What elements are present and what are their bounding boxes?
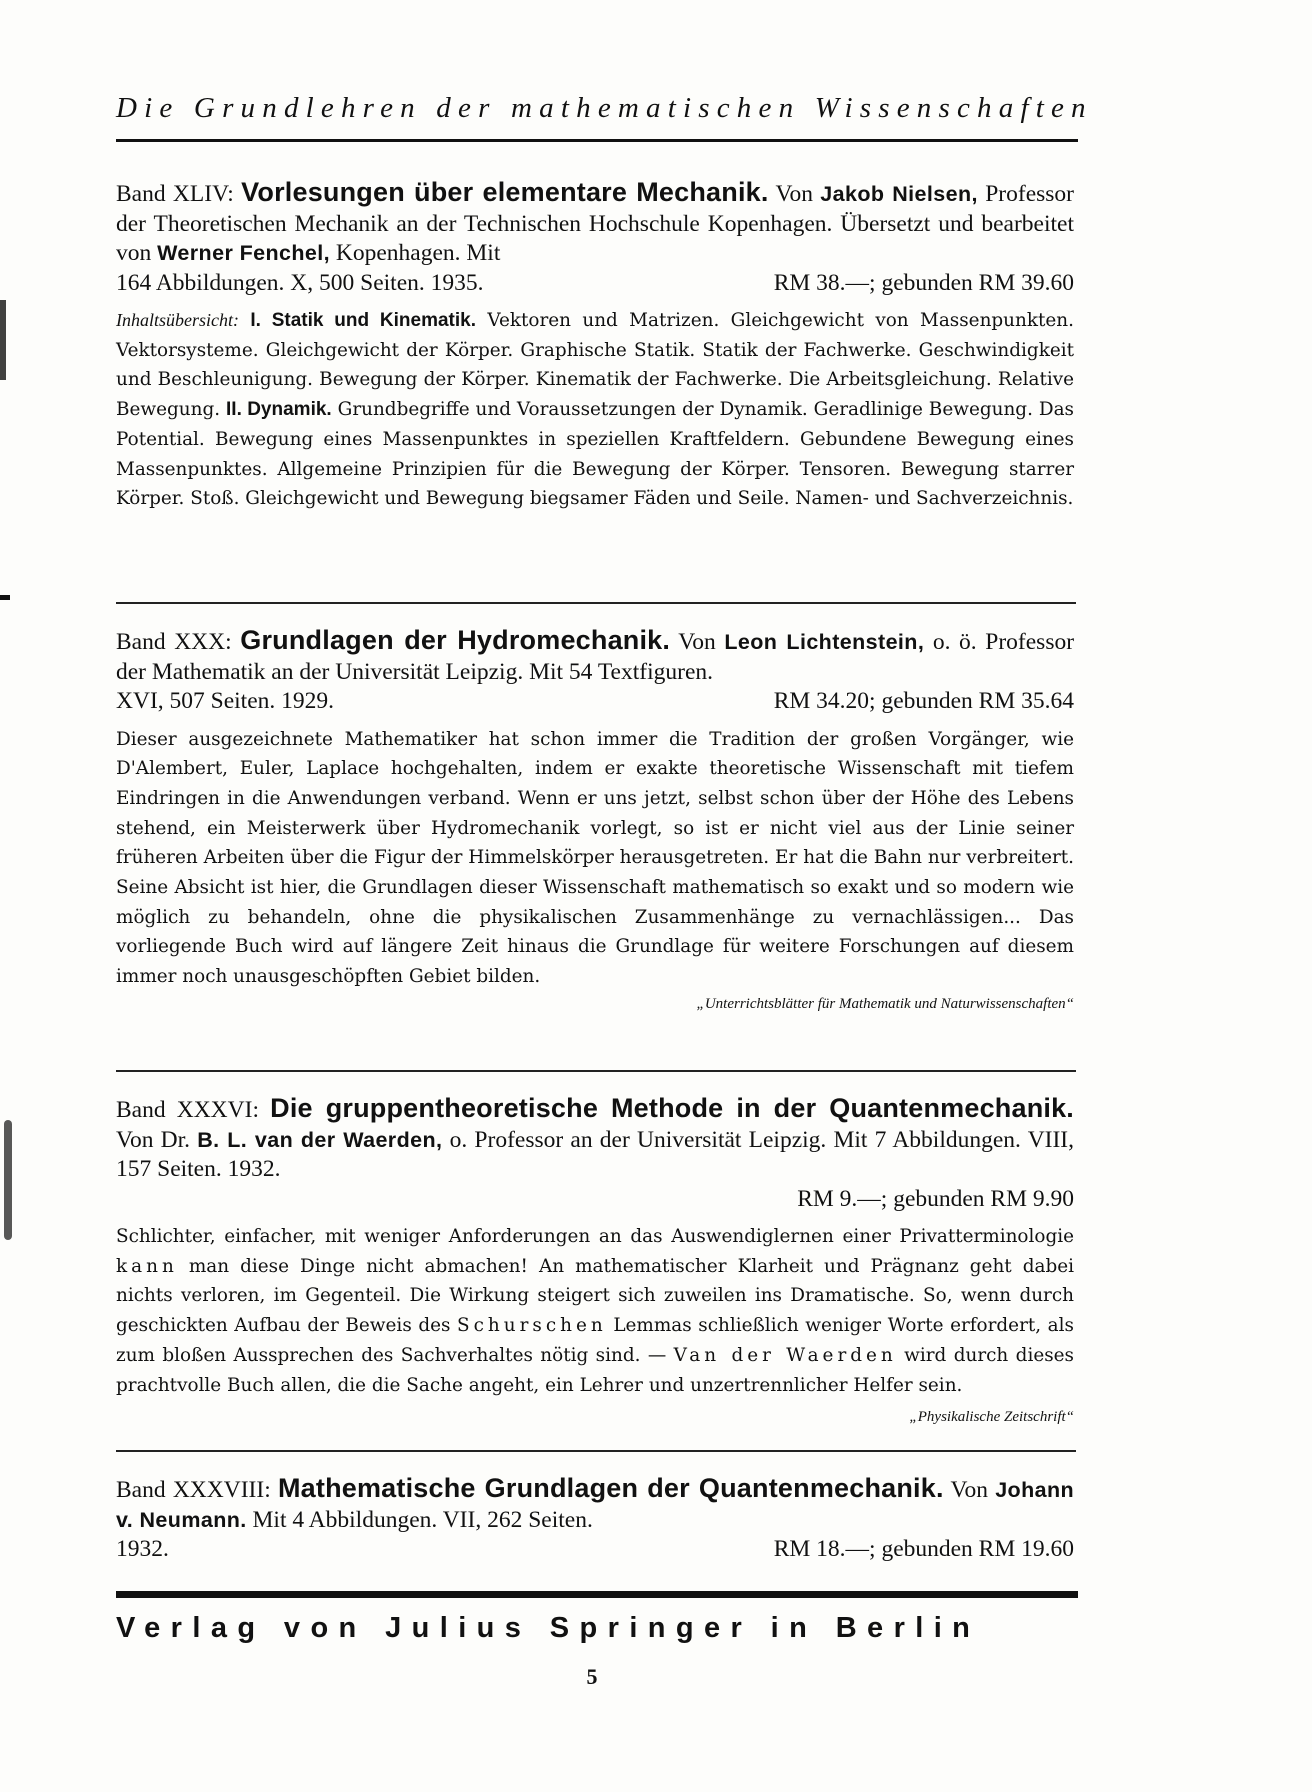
toc-text-1: Vektoren und Matrizen. Gleichgewicht von Massenpunkten. Vektorsysteme. Gleichgewicht der Körper. Graphische Statik. Statik der Fachwerke. Geschwindigkeit und Beschleunigung. Bewegung der Körper. Kinematik der Fachwerke. Die Arbeitsgleichung. Relative Bewegung. — [116, 310, 1074, 421]
header-rule — [116, 139, 1078, 142]
von-label: Von — [678, 629, 716, 655]
page-number: 5 — [586, 1664, 598, 1689]
divider-rule — [116, 1070, 1076, 1072]
book-entry-band-xliv — [116, 178, 1074, 514]
review-emphasis: kann — [116, 1255, 178, 1277]
author-name: Johann v. Neumann. — [116, 1478, 1075, 1532]
band-number: Band XXXVI: — [116, 1097, 259, 1123]
band-number: Band XXXVIII: — [116, 1477, 271, 1503]
scan-artifact — [4, 1120, 12, 1240]
review-part: Schlichter, einfacher, mit weniger Anforderungen an das Auswendiglernen einer Privatterminologie — [116, 1226, 1074, 1247]
details-price-line — [116, 269, 1074, 299]
book-title: Die gruppentheoretische Methode in der Quantenmechanik. — [270, 1093, 1075, 1123]
table-of-contents — [116, 306, 1074, 514]
entry-heading — [116, 626, 1074, 687]
book-details: XVI, 507 Seiten. 1929. — [116, 688, 335, 714]
book-details: 1932. — [116, 1536, 169, 1562]
publisher-line: Verlag von Julius Springer in Berlin — [116, 1612, 981, 1644]
author-info: Professor der Theoretischen Mechanik an der Technischen Hochschule Kopenhagen. Übersetzt und bearbeitet von — [116, 181, 1075, 266]
von-label: Von — [775, 181, 813, 207]
review-text — [116, 1222, 1074, 1426]
series-title: Die Grundlehren der mathematischen Wissenschaften — [116, 92, 1093, 124]
toc-text-2: Grundbegriffe und Voraussetzungen der Dynamik. Geradlinige Bewegung. Das Potential. Bewegung eines Massenpunktes in speziellen Kraftfeldern. Gebundene Bewegung eines Massenpunktes. Allgemeine Prinzipien für die Bewegung der Körper. Tensoren. Bewegung starrer Körper. Stoß. Gleichgewicht und Bewegung biegsamer Fäden und Seile. Namen- und Sachverzeichnis. — [116, 399, 1074, 510]
scan-artifact — [0, 300, 6, 380]
book-price: RM 34.20; gebunden RM 35.64 — [773, 688, 1074, 714]
review-source: „Unterrichtsblätter für Mathematik und Naturwissenschaften“ — [696, 995, 1074, 1012]
entry-heading — [116, 1094, 1074, 1185]
divider-rule — [116, 1450, 1076, 1452]
book-title: Mathematische Grundlagen der Quantenmechanik. — [277, 1473, 944, 1503]
entry-heading — [116, 1474, 1074, 1535]
review-part: man diese Dinge nicht abmachen! An mathematischer Klarheit und Prägnanz geht dabei nichts verloren, im Gegenteil. Die Wirkung steigert sich zuweilen ins Dramatische. So, wenn durch geschickten Aufbau der Beweis des — [116, 1255, 1074, 1337]
review-emphasis: Schurschen — [457, 1315, 607, 1337]
book-entry-band-xxxvi — [116, 1094, 1074, 1433]
book-price: RM 18.—; gebunden RM 19.60 — [773, 1536, 1074, 1562]
footer-rule — [116, 1591, 1078, 1598]
author-info: Mit 4 Abbildungen. VII, 262 Seiten. — [252, 1506, 593, 1533]
toc-section-2: II. Dynamik. — [226, 399, 332, 421]
review-source: „Physikalische Zeitschrift“ — [909, 1409, 1074, 1426]
author-info: o. ö. Professor der Mathematik an der Universität Leipzig. Mit 54 Textfiguren. — [116, 629, 1075, 685]
translator-name: Werner Fenchel, — [157, 241, 331, 265]
scan-artifact — [0, 595, 10, 600]
book-entry-band-xxx — [116, 626, 1074, 1014]
band-number: Band XXX: — [116, 629, 232, 655]
book-price: RM 9.—; gebunden RM 9.90 — [797, 1185, 1074, 1212]
entry-heading — [116, 178, 1074, 269]
von-label: Von — [950, 1477, 988, 1503]
translator-info: Kopenhagen. Mit — [335, 240, 501, 266]
book-price: RM 38.—; gebunden RM 39.60 — [773, 269, 1074, 296]
book-details: 164 Abbildungen. X, 500 Seiten. 1935. — [116, 269, 484, 296]
divider-rule — [116, 602, 1076, 604]
author-name: Jakob Nielsen, — [820, 182, 978, 206]
details-price-line — [116, 1535, 1074, 1565]
review-text: Dieser ausgezeichnete Mathematiker hat schon immer die Tradition der großen Vorgänger, wie D'Alembert, Euler, Laplace hochgehalten, indem er exakte theoretische Wissenschaft mit tiefem Eindringen in die Anwendungen verband. Wenn er uns jetzt, selbst schon über der Höhe des Lebens stehend, ein Meisterwerk über Hydromechanik vorlegt, so ist er nicht viel aus der Linie seiner früheren Arbeiten über die Figur der Himmelskörper herausgetreten. Er hat die Bahn nur verbreitert. Seine Absicht ist hier, die Grundlagen dieser Wissenschaft mathematisch so exakt und so modern wie möglich zu behandeln, ohne die physikalischen Zusammenhänge zu vernachlässigen... Das vorliegende Buch wird auf längere Zeit hinaus die Grundlage für weitere Forschungen auf diesem immer noch unausgeschöpften Gebiet bilden. — [116, 728, 1074, 988]
toc-section-1: I. Statik und Kinematik. — [250, 310, 476, 331]
book-entry-band-xxxviii — [116, 1474, 1074, 1565]
review-part: wird durch dieses prachtvolle Buch allen, die die Sache angeht, ein Lehrer und unzertrennlicher Helfer sein. — [116, 1344, 1074, 1396]
author-name: Leon Lichtenstein, — [724, 630, 925, 654]
toc-label: Inhaltsübersicht: — [116, 310, 239, 330]
book-title: Vorlesungen über elementare Mechanik. — [241, 177, 769, 207]
details-price-line — [116, 687, 1074, 717]
author-info: o. Professor an der Universität Leipzig. Mit 7 Abbildungen. VIII, 157 Seiten. 1932. — [116, 1126, 1075, 1182]
von-label: Von Dr. — [116, 1126, 191, 1153]
review-emphasis: Van der Waerden — [673, 1344, 897, 1366]
review-part: Lemmas schließlich weniger Worte erfordert, als zum bloßen Aussprechen des Sachverhaltes nötig sind. — — [116, 1315, 1074, 1366]
band-number: Band XLIV: — [116, 181, 234, 207]
book-title: Grundlagen der Hydromechanik. — [240, 625, 671, 655]
author-name: B. L. van der Waerden, — [197, 1127, 443, 1152]
